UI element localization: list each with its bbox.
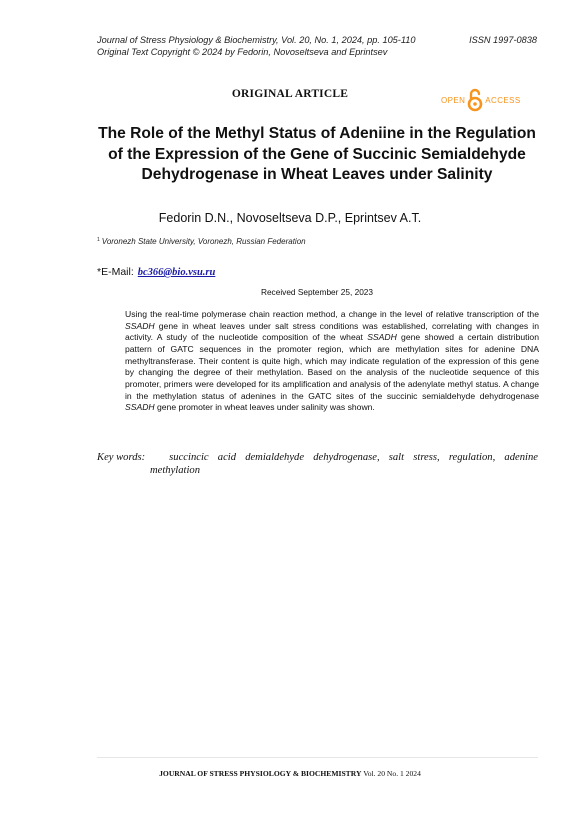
copyright-line: Original Text Copyright © 2024 by Fedorin, Novoseltseva and Eprintsev [97, 47, 388, 57]
keyword-token: adenine [504, 452, 538, 463]
keyword-token: succincic [169, 452, 209, 463]
open-access-left-text: OPEN [441, 95, 466, 105]
gene-name: SSADH [367, 332, 397, 343]
keyword-token: demialdehyde [245, 452, 305, 463]
open-access-right-text: ACCESS [485, 95, 521, 105]
email-label: *E-Mail: [97, 266, 134, 278]
footer-divider [97, 757, 538, 758]
running-header [97, 34, 537, 58]
keyword-token: regulation, [448, 452, 496, 463]
affiliation-mark: 1 [97, 237, 100, 243]
keyword-token: dehydrogenase, [313, 452, 380, 463]
abstract-text: Using the real-time polymerase chain reaction method, a change in the level of relative transcription of the [125, 309, 539, 319]
abstract-text: gene promoter in wheat leaves under salinity was shown. [154, 402, 375, 413]
article-title [80, 124, 554, 186]
title-line: The Role of the Methyl Status of Adeniine in the Regulation [98, 125, 536, 142]
keyword-token: acid [217, 452, 237, 463]
title-line: of the Expression of the Gene of Succinic Semialdehyde [108, 145, 526, 163]
abstract-text: gene in wheat leaves under salt stress conditions was established, correlating with changes in activity. A study of the nucleotide composition of the wheat [125, 320, 539, 343]
abstract-text: gene showed a certain distribution pattern of GATC sequences in the promoter region, which are methylation sites for adenine DNA methyltransferase. Their content is quite high, which may indicate regulation of the expression of this gene by changing the degree of their methylation. Based on the analysis of the nucleotide sequence of this promoter, primers were developed for its amplification and analysis of the adenylate methyl status. A change in the methylation status of adenines in the GATC sites of the succinic semialdehyde dehydrogenase [125, 332, 539, 401]
open-access-lock-icon [467, 88, 483, 112]
gene-name: SSADH [125, 402, 155, 413]
footer-issue: Vol. 20 No. 1 2024 [361, 769, 421, 778]
title-line: Dehydrogenase in Wheat Leaves under Salinity [141, 166, 493, 183]
keyword-token: salt [388, 452, 405, 463]
open-access-logo [441, 88, 521, 112]
keyword-token: methylation [150, 465, 201, 476]
authors: Fedorin D.N., Novoseltseva D.P., Eprintsev A.T. [158, 211, 422, 225]
keywords [97, 451, 538, 477]
gene-name: SSADH [125, 320, 155, 331]
page-footer [0, 769, 580, 778]
corresponding-email [97, 266, 215, 278]
affiliation [97, 237, 306, 246]
affiliation-text: Voronezh State University, Voronezh, Russian Federation [101, 237, 306, 246]
keyword-token: stress, [413, 452, 440, 463]
received-date: Received September 25, 2023 [260, 287, 374, 297]
issn: ISSN 1997-0838 [469, 35, 537, 45]
journal-citation: Journal of Stress Physiology & Biochemistry, Vol. 20, No. 1, 2024, pp. 105-110 [97, 35, 416, 45]
article-type: ORIGINAL ARTICLE [231, 88, 349, 100]
abstract [125, 309, 539, 414]
footer-journal: JOURNAL OF STRESS PHYSIOLOGY & BIOCHEMISTRY [159, 769, 362, 778]
keywords-label: Key words: [97, 452, 146, 463]
email-link[interactable]: bc366@bio.vsu.ru [137, 267, 216, 278]
